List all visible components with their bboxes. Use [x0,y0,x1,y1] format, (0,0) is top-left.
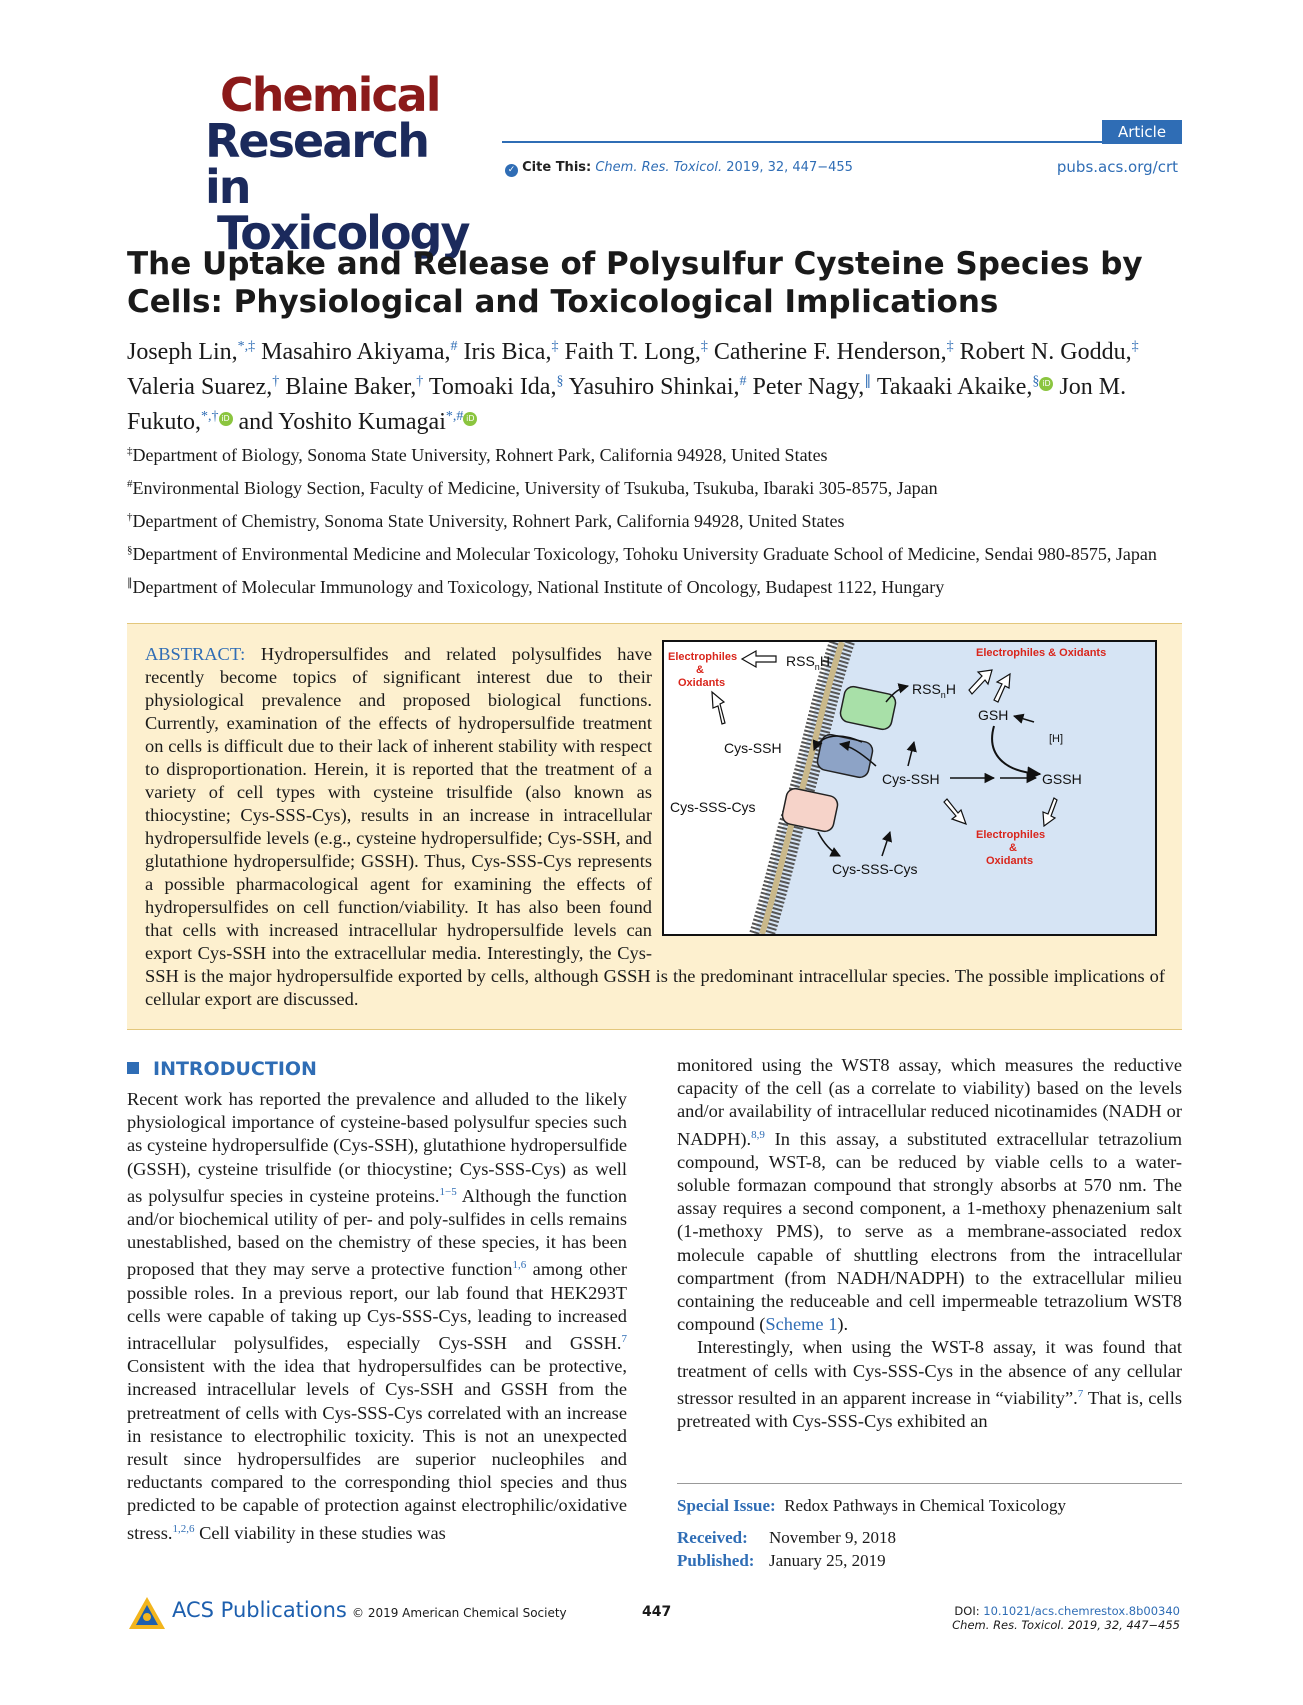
author-affiliation-marks: ‡ [1131,339,1139,354]
toc-h-label: [H] [1049,733,1064,745]
affiliation [127,572,1187,598]
affiliation-text: Department of Molecular Immunology and Toxicology, National Institute of Oncology, Budapest 1122, Hungary [132,577,945,597]
orcid-icon[interactable]: iD [463,412,477,426]
published-date: January 25, 2019 [769,1551,886,1570]
intro-heading-text: INTRODUCTION [153,1058,317,1080]
author-affiliation-marks: *,† [201,409,219,424]
orcid-icon[interactable]: iD [219,412,233,426]
toc-bottom-label-2: Oxidants [986,855,1034,867]
affiliation [127,539,1187,565]
logo-line-3: Toxicology [217,206,469,260]
author-affiliation-marks: ∥ [864,374,872,389]
header-rule [502,141,1182,143]
intro-text: Recent work has reported the prevalence and alluded to the likely physiological importance of cysteine-based polysulfur species such as cysteine hydropersulfide (Cys-SSH), glutathione hydropersulfide (GSSH), cysteine trisulfide (or thiocystine; Cys-SSS-Cys) as well as polysulfur species in cysteine proteins. [127,1089,627,1206]
author-list [127,332,1187,437]
author-name: and Yoshito Kumagai [238,409,446,435]
citation-ref[interactable]: 8,9 [751,1128,765,1141]
author[interactable] [960,339,1139,365]
footer-citation: Chem. Res. Toxicol. 2019, 32, 447−455 [952,1618,1180,1632]
acs-logo-icon [127,1595,167,1631]
author[interactable] [429,374,564,400]
special-issue-label: Special Issue: [677,1496,776,1515]
author-name: Iris Bica, [463,339,552,365]
paragraph [677,1054,1182,1336]
citation-ref[interactable]: 1−5 [439,1185,457,1198]
toc-bottom-label-1: Electrophiles [976,829,1046,841]
author[interactable] [261,339,457,365]
affiliation-mark: § [127,544,133,556]
author[interactable] [564,339,707,365]
author-name: Joseph Lin, [127,339,238,365]
affiliation-mark: † [127,511,133,523]
affiliation-list [127,440,1187,605]
toc-spacer [670,643,1165,941]
author-name: Valeria Suarez, [127,374,273,400]
citation-ref[interactable]: 7 [1077,1387,1084,1400]
author-affiliation-marks: # [739,374,747,389]
affiliation-text: Department of Biology, Sonoma State University, Rohnert Park, California 94928, United States [132,445,828,465]
abstract-label: ABSTRACT: [145,644,246,664]
logo-line-2: Research in [205,114,428,214]
article-meta [677,1494,1182,1572]
intro-text: In this assay, a substituted extracellular tetrazolium compound, WST-8, can be reduced by viable cells to a water-soluble formazan compound that strongly absorbs at 570 nm. The assay requires a second component, a 1-methoxy phenazenium salt (1-methoxy PMS), to serve as a membrane-associated redox molecule capable of shuttling electrons from the intracellular compartment (from NADH/NADPH) to the extracellular milieu containing the reduceable and cell impermeable tetrazolium WST8 compound ( [677,1128,1182,1335]
author-affiliation-marks: # [450,339,458,354]
doi-label: DOI: [954,1604,984,1618]
author-name: Blaine Baker, [285,374,417,400]
intro-text: Interestingly, when using the WST-8 assay, it was found that treatment of cells with Cys-SSS-Cys in the absence of any cellular stressor resulted in an apparent increase in “viability”. [677,1337,1182,1408]
author-affiliation-marks: § [1032,374,1040,389]
author-affiliation-marks: † [272,374,280,389]
article-title: The Uptake and Release of Polysulfur Cysteine Species by Cells: Physiological and Toxicological Implications [127,246,1143,320]
author-affiliation-marks: † [416,374,424,389]
column-right [677,1054,1182,1433]
published-label: Published: [677,1551,755,1570]
author-affiliation-marks: *,‡ [237,339,256,354]
abstract-text [145,643,1165,1011]
author-affiliation-marks: ‡ [700,339,708,354]
journal-logo [205,68,469,260]
check-circle-icon: ✓ [505,164,518,177]
cite-this[interactable] [505,160,853,177]
doi-block [952,1604,1180,1632]
affiliation-text: Department of Chemistry, Sonoma State University, Rohnert Park, California 94928, United States [132,511,845,531]
author-affiliation-marks: ‡ [946,339,954,354]
received-label: Received: [677,1528,748,1547]
author[interactable] [569,374,747,400]
toc-gssh: GSSH [1042,771,1082,787]
affiliation-mark: ‡ [127,445,133,457]
orcid-icon[interactable]: iD [1039,377,1053,391]
author-name: Catherine F. Henderson, [713,339,947,365]
meta-divider [677,1483,1182,1484]
affiliation-mark: # [127,478,133,490]
author[interactable] [877,374,1054,400]
intro-text: among other possible roles. In a previous report, our lab found that HEK293T cells were capable of taking up Cys-SSS-Cys, leading to increased intracellular polysulfides, especially Cys-SSH and GSSH. [127,1259,627,1354]
toc-cys-sss-cys-in: Cys-SSS-Cys [832,861,918,877]
abstract-body: Hydropersulfides and related polysulfides have recently become topics of significant interest due to their physiological prevalence and proposed biological functions. Currently, examination of the effects of hydropersulfide treatment on cells is difficult due to their lack of inherent stability with respect to disproportionation. Herein, it is reported that the treatment of a variety of cell types with cysteine trisulfide (also known as thiocystine; Cys-SSS-Cys), results in an increase in intracellular hydropersulfide levels (e.g., cysteine hydropersulfide; Cys-SSH, and glutathione hydropersulfide; GSSH). Thus, Cys-SSS-Cys represents a possible pharmacological agent for examining the effects of hydropersulfides on cell function/viability. It has also been found that cells with increased intracellular hydropersulfide levels can export Cys-SSH into the extracellular media. Interestingly, the Cys-SSH is the major hydropersulfide exported by cells, although GSSH is the predominant intracellular species. The possible implications of cellular export are discussed. [145,644,1165,1009]
toc-right-label: Electrophiles & Oxidants [976,647,1107,659]
affiliation [127,440,1187,466]
author-name: Tomoaki Ida, [428,374,557,400]
page-number: 447 [642,1604,672,1620]
publisher-name: ACS Publications [172,1598,347,1622]
author-name: Takaaki Akaike, [876,374,1033,400]
intro-text: monitored using the WST8 assay, which measures the reductive capacity of the cell (as a correlate to viability) based on the levels and/or availability of intracellular reduced nicotinamides (NADH or NADPH). [677,1055,1182,1149]
affiliation [127,506,1187,532]
author-affiliation-marks: *,# [445,409,464,424]
doi-link[interactable]: 10.1021/acs.chemrestox.8b00340 [983,1604,1180,1618]
intro-text: That is, cells pretreated with Cys-SSS-Cys exhibited an [677,1387,1182,1432]
affiliation-text: Department of Environmental Medicine and Molecular Toxicology, Tohoku University Graduate School of Medicine, Sendai 980-8575, Japan [132,544,1157,564]
author[interactable] [714,339,954,365]
author[interactable] [127,339,255,365]
toc-left-label-2: Oxidants [678,677,726,689]
logo-line-1: Chemical [220,68,440,122]
author[interactable] [285,374,423,400]
author[interactable] [463,339,558,365]
toc-rssnh-in: $RSS_nH$ [912,681,956,700]
author-name: Yasuhiro Shinkai, [568,374,740,400]
author-affiliation-marks: § [556,374,564,389]
author-affiliation-marks: ‡ [551,339,559,354]
intro-text: Although the function and/or biochemical utility of per- and poly-sulfides in cells remains unestablished, based on the chemistry of these species, it has been proposed that they may serve a protective function [127,1185,627,1280]
affiliation-mark: ∥ [127,577,133,589]
citation-ref[interactable]: 7 [621,1333,627,1346]
journal-url-link[interactable]: pubs.acs.org/crt [1056,158,1178,176]
affiliation [127,473,1187,499]
cite-volume[interactable]: 2019, 32, 447−455 [726,160,853,175]
intro-text: Cell viability in these studies was [194,1522,446,1543]
toc-cys-ssh-in: Cys-SSH [882,771,940,787]
column-left [127,1088,627,1545]
author[interactable] [753,374,872,400]
citation-ref[interactable]: 1,6 [512,1259,527,1272]
author[interactable] [239,409,478,435]
paragraph [677,1336,1182,1433]
intro-text: Consistent with the idea that hydropersulfides can be protective, increased intracellular levels of Cys-SSH and GSSH from the pretreatment of cells with Cys-SSS-Cys correlated with an increase in resistance to electrophilic toxicity. This is not an unexpected result since hydropersulfides are superior nucleophiles and reductants compared to the corresponding thiol species and thus predicted to be capable of protection against electrophilic/oxidative stress. [127,1356,627,1543]
author-name: Robert N. Goddu, [959,339,1132,365]
received-date: November 9, 2018 [769,1528,897,1547]
article-type-badge: Article [1102,120,1182,144]
special-issue-value: Redox Pathways in Chemical Toxicology [784,1496,1067,1515]
intro-text: ). [837,1314,849,1335]
intro-heading [127,1058,317,1080]
author-name: Masahiro Akiyama, [261,339,451,365]
toc-gsh: GSH [978,707,1009,723]
toc-cys-ssh-out: Cys-SSH [724,740,782,756]
heading-square-icon [127,1062,139,1074]
toc-left-label-1: Electrophiles [668,651,738,663]
scheme-link[interactable]: Scheme 1 [765,1314,838,1335]
author-name: Peter Nagy, [752,374,865,400]
toc-left-label-amp: & [696,664,704,676]
toc-cys-sss-cys-out: Cys-SSS-Cys [670,799,756,815]
author-name: Faith T. Long, [564,339,701,365]
cite-label: Cite This: [522,160,592,175]
author-name: Jon M. Fukuto, [127,374,1127,435]
toc-rssnh-out: $RSS_nH$ [786,653,830,672]
author[interactable] [127,374,279,400]
citation-ref[interactable]: 1,2,6 [172,1522,195,1535]
toc-bottom-label-amp: & [1009,842,1017,854]
cite-journal[interactable]: Chem. Res. Toxicol. [595,160,723,175]
copyright: © 2019 American Chemical Society [352,1606,567,1620]
affiliation-text: Environmental Biology Section, Faculty of Medicine, University of Tsukuba, Tsukuba, Ibaraki 305-8575, Japan [132,478,938,498]
